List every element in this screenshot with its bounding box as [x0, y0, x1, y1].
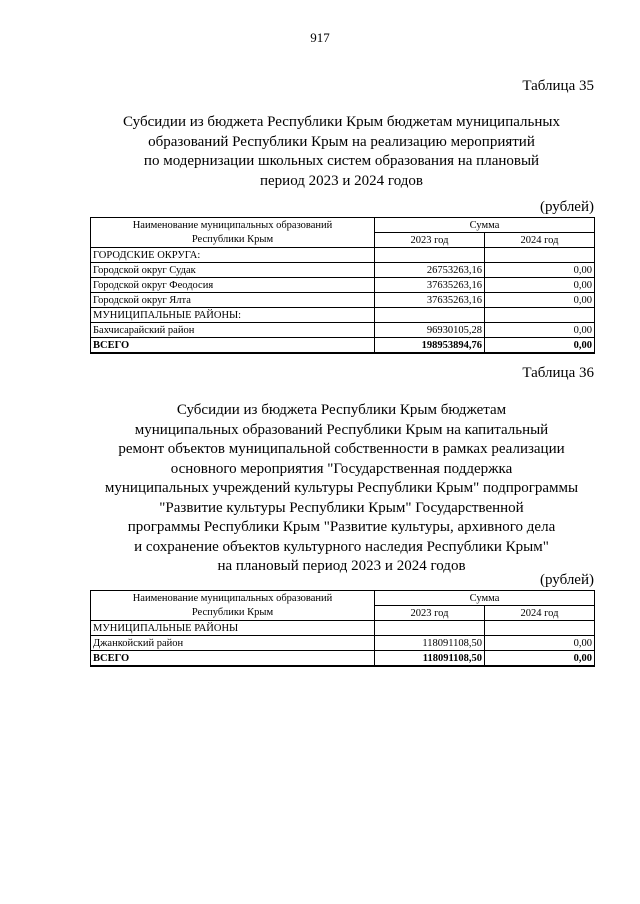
total-row	[91, 651, 595, 667]
year-2023-header: 2023 год	[375, 606, 485, 621]
row-name-cell: ВСЕГО	[91, 651, 375, 667]
sum-column-header: Сумма	[375, 218, 595, 233]
table-36-title: Субсидии из бюджета Республики Крым бюджетам муниципальных образований Республики Крым на капитальный ремонт объектов муниципальной собственности в рамках реализации основного мероприятия "Государственная поддержка муниципальных учреждений культуры Республики Крым" подпрограммы "Развитие культуры Республики Крым" Государственной программы Республики Крым "Развитие культуры, архивного дела и сохранение объектов культурного наследия Республики Крым" на плановый период 2023 и 2024 годов	[104, 402, 579, 574]
value-2024-cell: 0,00	[485, 263, 595, 278]
value-2023-cell	[375, 308, 485, 323]
value-2023-cell	[375, 621, 485, 636]
value-2024-cell	[485, 248, 595, 263]
row-name-cell: Городской округ Ялта	[91, 293, 375, 308]
value-2023-cell: 96930105,28	[375, 323, 485, 338]
value-2024-cell: 0,00	[485, 293, 595, 308]
row-name-cell: МУНИЦИПАЛЬНЫЕ РАЙОНЫ	[91, 621, 375, 636]
table-row	[91, 323, 595, 338]
year-2023-header: 2023 год	[375, 233, 485, 248]
value-2024-cell: 0,00	[485, 323, 595, 338]
value-2023-cell: 198953894,76	[375, 338, 485, 354]
name-header-line1: Наименование муниципальных образований	[132, 219, 333, 231]
table-35-label: Таблица 35	[522, 78, 594, 94]
table-row	[91, 308, 595, 323]
row-name-cell: Городской округ Феодосия	[91, 278, 375, 293]
name-column-header	[91, 591, 375, 621]
sum-column-header: Сумма	[375, 591, 595, 606]
total-row	[91, 338, 595, 354]
table-row	[91, 263, 595, 278]
value-2023-cell: 37635263,16	[375, 293, 485, 308]
table-36-label: Таблица 36	[522, 365, 594, 381]
row-name-cell: Джанкойский район	[91, 636, 375, 651]
table-36-units: (рублей)	[539, 572, 594, 588]
table-row	[91, 248, 595, 263]
value-2024-cell: 0,00	[485, 636, 595, 651]
name-header-line2: Республики Крым	[191, 233, 274, 245]
row-name-cell: Бахчисарайский район	[91, 323, 375, 338]
table-35-units: (рублей)	[539, 199, 594, 215]
value-2023-cell: 118091108,50	[375, 651, 485, 667]
row-name-cell: Городской округ Судак	[91, 263, 375, 278]
value-2023-cell: 37635263,16	[375, 278, 485, 293]
year-2024-header: 2024 год	[485, 233, 595, 248]
name-header-line1: Наименование муниципальных образований	[132, 592, 333, 604]
name-header-line2: Республики Крым	[191, 606, 274, 618]
row-name-cell: ВСЕГО	[91, 338, 375, 354]
row-name-cell: ГОРОДСКИЕ ОКРУГА:	[91, 248, 375, 263]
table-35	[90, 217, 595, 354]
table-36	[90, 590, 595, 667]
value-2023-cell: 118091108,50	[375, 636, 485, 651]
value-2023-cell	[375, 248, 485, 263]
page-number: 917	[310, 30, 330, 45]
year-2024-header: 2024 год	[485, 606, 595, 621]
value-2023-cell: 26753263,16	[375, 263, 485, 278]
value-2024-cell: 0,00	[485, 278, 595, 293]
table-row	[91, 293, 595, 308]
table-row	[91, 636, 595, 651]
value-2024-cell: 0,00	[485, 651, 595, 667]
value-2024-cell	[485, 308, 595, 323]
table-row	[91, 278, 595, 293]
table-35-title: Субсидии из бюджета Республики Крым бюджетам муниципальных образований Республики Крым на реализацию мероприятий по модернизации школьных систем образования на плановый период 2023 и 2024 годов	[123, 114, 560, 189]
table-row	[91, 621, 595, 636]
row-name-cell: МУНИЦИПАЛЬНЫЕ РАЙОНЫ:	[91, 308, 375, 323]
value-2024-cell	[485, 621, 595, 636]
name-column-header	[91, 218, 375, 248]
value-2024-cell: 0,00	[485, 338, 595, 354]
